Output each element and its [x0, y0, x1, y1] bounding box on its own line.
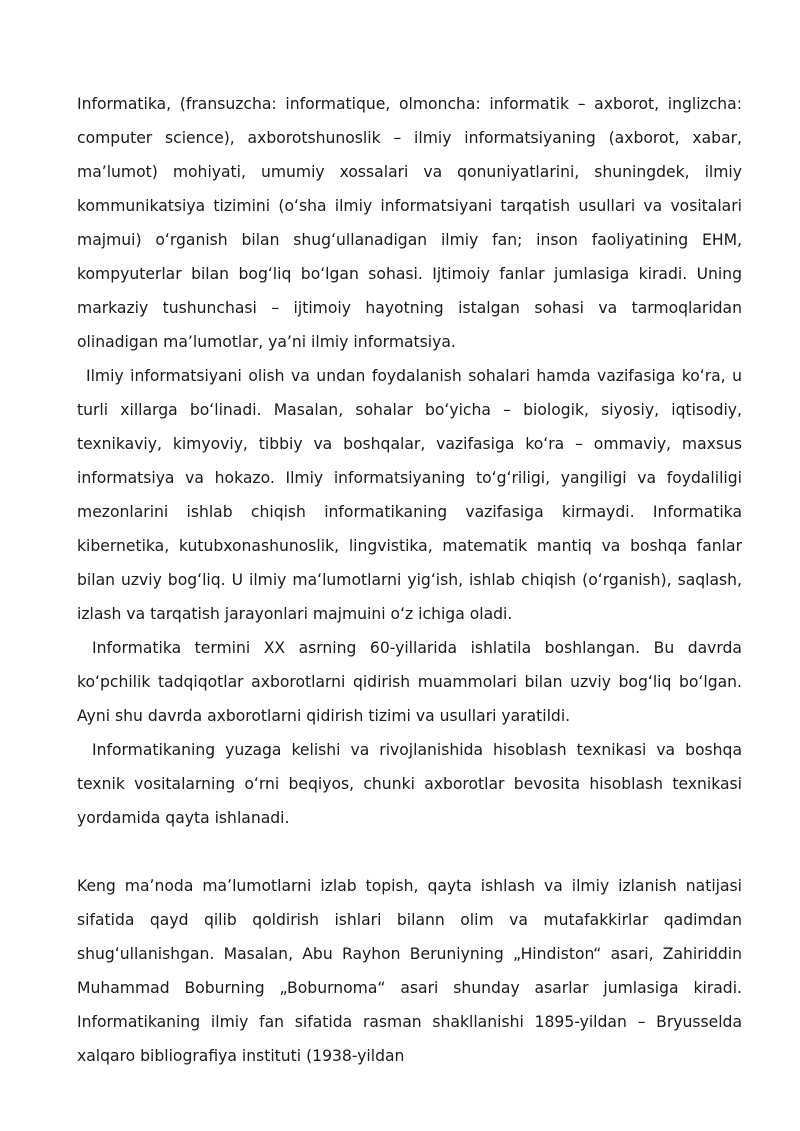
paragraph-computing-role: Informatikaning yuzaga kelishi va rivojlanishida hisoblash texnikasi va boshqa texnik vositalarning oʻrni beqiyos, chunki axborotlar bevosita hisoblash texnikasi yordamida qayta ishlanadi. — [77, 741, 742, 827]
paragraph-classification: Ilmiy informatsiyani olish va undan foydalanish sohalari hamda vazifasiga koʻra, u turli xillarga boʻlinadi. Masalan, sohalar boʻyicha – biologik, siyosiy, iqtisodiy, texnikaviy, kimyoviy, tibbiy va boshqalar, vazifasiga koʻra – ommaviy, maxsus informatsiya va hokazo. Ilmiy informatsiyaning toʻgʻriligi, yangiligi va foydaliligi mezonlarini ishlab chiqish informatikaning vazifasiga kirmaydi. Informatika kibernetika, kutubxonashunoslik, lingvistika, matematik mantiq va boshqa fanlar bilan uzviy bogʻliq. U ilmiy maʻlumotlarni yigʻish, ishlab chiqish (oʻrganish), saqlash, izlash va tarqatish jarayonlari majmuini oʻz ichiga oladi. — [77, 367, 742, 623]
paragraph-term-history: Informatika termini XX asrning 60-yillarida ishlatila boshlangan. Bu davrda koʻpchilik tadqiqotlar axborotlarni qidirish muammolari bilan uzviy bogʻliq boʻlgan. Ayni shu davrda axborotlarni qidirish tizimi va usullari yaratildi. — [77, 639, 742, 725]
paragraph-definition: Informatika, (fransuzcha: informatique, olmoncha: informatik – axborot, inglizcha: computer science), axborotshunoslik – ilmiy informatsiyaning (axborot, xabar, ma’lumot) mohiyati, umumiy xossalari va qonuniyatlarini, shuningdek, ilmiy kommunikatsiya tizimini (oʻsha ilmiy informatsiyani tarqatish usullari va vositalari majmui) oʻrganish bilan shugʻullanadigan ilmiy fan; inson faoliyatining EHM, kompyuterlar bilan bogʻliq boʻlgan sohasi. Ijtimoiy fanlar jumlasiga kiradi. Uning markaziy tushunchasi – ijtimoiy hayotning istalgan sohasi va tarmoqlaridan olinadigan ma’lumotlar, ya’ni ilmiy informatsiya. — [77, 95, 742, 351]
document-body — [77, 87, 742, 1073]
paragraph-historical-background: Keng maʼnoda maʼlumotlarni izlab topish, qayta ishlash va ilmiy izlanish natijasi sifatida qayd qilib qoldirish ishlari bilann olim va mutafakkirlar qadimdan shugʻullanishgan. Masalan, Abu Rayhon Beruniyning „Hindiston“ asari, Zahiriddin Muhammad Boburning „Boburnoma“ asari shunday asarlar jumlasiga kiradi. Informatikaning ilmiy fan sifatida rasman shakllanishi 1895-yildan – Bryusselda xalqaro bibliografiya instituti (1938-yildan — [77, 877, 742, 1065]
